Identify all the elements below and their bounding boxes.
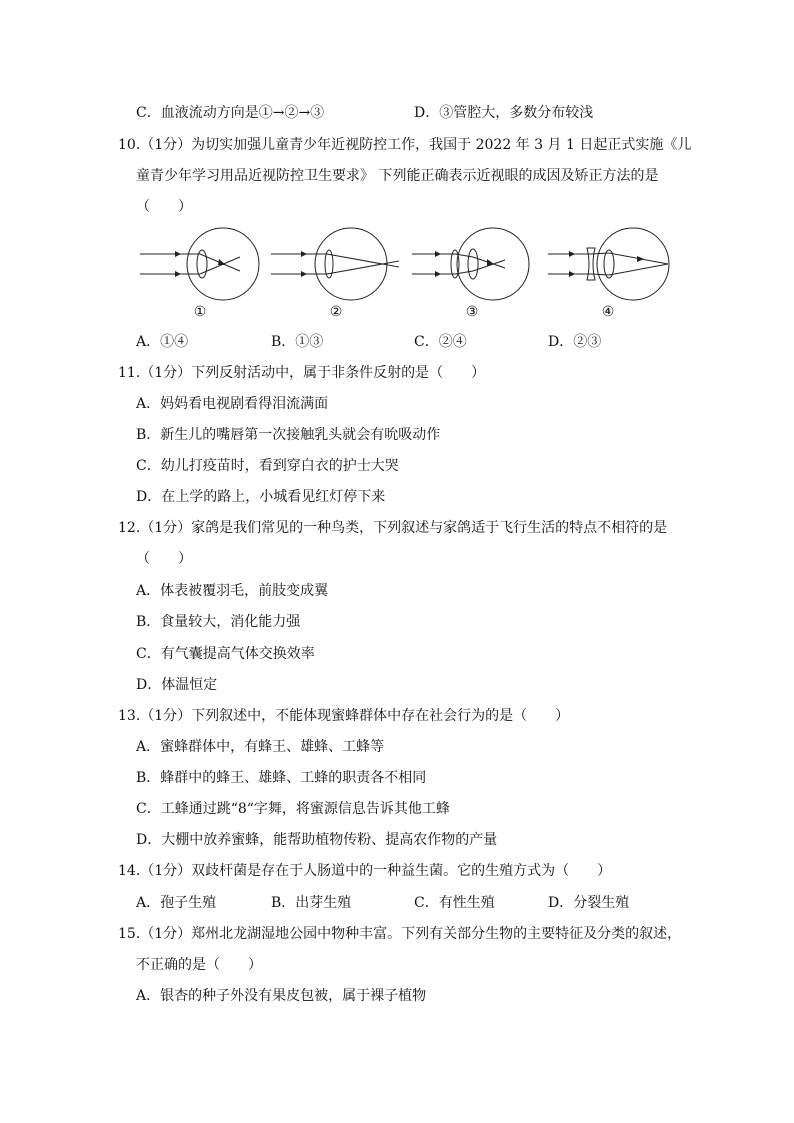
eye-diagram-1 xyxy=(135,226,265,322)
q10-option-a: A．①④ xyxy=(136,334,189,350)
q10-eye-diagrams xyxy=(135,226,675,322)
eye-diagram-2 xyxy=(271,226,401,322)
q13-option-d: D．大棚中放养蜜蜂，能帮助植物传粉、提高农作物的产量 xyxy=(136,832,498,848)
q9-option-c: C．血液流动方向是①→②→③ xyxy=(136,105,325,121)
eye-diagram-4-svg xyxy=(543,226,673,304)
q15-option-a: A．银杏的种子外没有果皮包被，属于裸子植物 xyxy=(136,988,427,1004)
q12-stem: 12.（1分）家鸽是我们常见的一种鸟类，下列叙述与家鸽适于飞行生活的特点不相符的是 xyxy=(118,520,668,536)
q10-option-d: D．②③ xyxy=(548,334,602,350)
eye-diagram-1-svg xyxy=(135,226,265,304)
eye-diagram-label-4: ④ xyxy=(601,304,615,320)
eye-diagram-4 xyxy=(543,226,673,322)
q11-option-a: A．妈妈看电视剧看得泪流满面 xyxy=(136,396,329,412)
q11-option-d: D．在上学的路上，小城看见红灯停下来 xyxy=(136,489,386,505)
eye-diagram-label-1: ① xyxy=(193,304,207,320)
q13-stem: 13.（1分）下列叙述中，不能体现蜜蜂群体中存在社会行为的是（ ） xyxy=(118,708,570,724)
eye-diagram-3 xyxy=(407,226,537,322)
q14-option-b: B．出芽生殖 xyxy=(271,895,352,911)
q10-stem-line2: 童青少年学习用品近视防控卫生要求》 下列能正确表示近视眼的成因及矫正方法的是 xyxy=(136,168,659,184)
q10-stem-line1: 10.（1分）为切实加强儿童青少年近视防控工作，我国于 2022 年 3 月 1 日起正式实施《儿 xyxy=(118,137,692,153)
q9-option-d: D．③管腔大，多数分布较浅 xyxy=(414,105,594,121)
q11-option-c: C．幼儿打疫苗时，看到穿白衣的护士大哭 xyxy=(136,458,399,474)
eye-diagram-3-svg xyxy=(407,226,537,304)
q14-option-c: C．有性生殖 xyxy=(414,895,495,911)
q13-option-a: A．蜜蜂群体中，有蜂王、雄蜂、工蜂等 xyxy=(136,739,385,755)
q11-option-b: B．新生儿的嘴唇第一次接触乳头就会有吮吸动作 xyxy=(136,427,441,443)
eye-diagram-label-2: ② xyxy=(329,304,343,320)
eye-diagram-label-3: ③ xyxy=(465,304,479,320)
q13-option-b: B．蜂群中的蜂王、雄蜂、工蜂的职责各不相同 xyxy=(136,770,427,786)
q12-blank: （ ） xyxy=(136,551,192,567)
q15-stem-line1: 15.（1分）郑州北龙湖湿地公园中物种丰富。下列有关部分生物的主要特征及分类的叙述， xyxy=(118,926,682,942)
q10-option-b: B．①③ xyxy=(271,334,324,350)
q14-option-d: D．分裂生殖 xyxy=(548,895,630,911)
q10-blank: （ ） xyxy=(136,199,192,215)
q12-option-c: C．有气囊提高气体交换效率 xyxy=(136,646,315,662)
q12-option-d: D．体温恒定 xyxy=(136,677,218,693)
q14-option-a: A．孢子生殖 xyxy=(136,895,217,911)
q11-stem: 11.（1分）下列反射活动中，属于非条件反射的是（ ） xyxy=(118,365,486,381)
q13-option-c: C．工蜂通过跳“8“字舞，将蜜源信息告诉其他工蜂 xyxy=(136,801,450,817)
q12-option-a: A．体表被覆羽毛，前肢变成翼 xyxy=(136,583,329,599)
q12-option-b: B．食量较大，消化能力强 xyxy=(136,614,301,630)
q10-option-c: C．②④ xyxy=(414,334,467,350)
eye-diagram-2-svg xyxy=(271,226,401,304)
q15-stem-line2: 不正确的是（ ） xyxy=(136,957,262,973)
q14-stem: 14.（1分）双歧杆菌是存在于人肠道中的一种益生菌。它的生殖方式为（ ） xyxy=(118,863,612,879)
